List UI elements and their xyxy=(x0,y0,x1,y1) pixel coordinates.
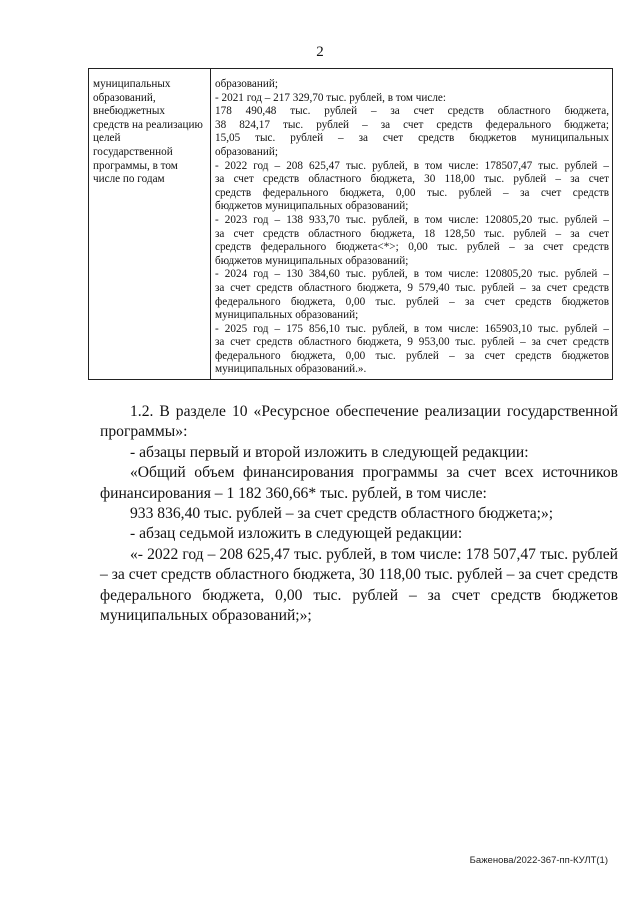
left-line: образований, xyxy=(93,91,156,104)
section-heading-line: 1.2. В разделе 10 «Ресурсное обеспечение реализации государственной xyxy=(130,403,618,420)
right-line: муниципальных образований; xyxy=(215,309,359,322)
right-line: за счет средств областного бюджета, 18 128,50 тыс. рублей – за счет xyxy=(215,227,609,240)
left-line: государственной xyxy=(93,145,173,158)
left-line: числе по годам xyxy=(93,173,165,186)
right-line: бюджетов муниципальных образований; xyxy=(215,200,409,213)
quote-line: финансирования – 1 182 360,66* тыс. рублей, в том числе: xyxy=(100,484,487,502)
section-heading-line: программы»: xyxy=(100,423,188,441)
right-line: 178 490,48 тыс. рублей – за счет средств областного бюджета, xyxy=(215,105,609,118)
left-line: целей xyxy=(93,132,121,145)
right-line: - 2021 год – 217 329,70 тыс. рублей, в том числе: xyxy=(215,91,447,104)
instruction-item: - абзацы первый и второй изложить в следующей редакции: xyxy=(130,443,529,461)
right-line: - 2025 год – 175 856,10 тыс. рублей, в том числе: 165903,10 тыс. рублей – xyxy=(215,322,609,335)
quote-line: федерального бюджета, 0,00 тыс. рублей – за счет средств бюджетов xyxy=(100,586,618,604)
right-line: за счет средств областного бюджета, 9 953,00 тыс. рублей – за счет средств xyxy=(215,336,609,349)
right-line: средств федерального бюджета, 0,00 тыс. рублей – за счет средств xyxy=(215,186,609,199)
left-line: муниципальных xyxy=(93,78,171,90)
right-line: муниципальных образований.». xyxy=(215,363,367,376)
quote-line: «Общий объем финансирования программы за счет всех источников xyxy=(130,464,618,482)
right-line: - 2023 год – 138 933,70 тыс. рублей, в том числе: 120805,20 тыс. рублей – xyxy=(215,213,609,226)
right-line: средств федерального бюджета<*>; 0,00 тыс. рублей – за счет средств xyxy=(215,241,609,254)
quote-line: «- 2022 год – 208 625,47 тыс. рублей, в том числе: 178 507,47 тыс. рублей xyxy=(130,545,618,563)
right-line: за счет средств областного бюджета, 30 118,00 тыс. рублей – за счет xyxy=(215,173,609,186)
left-line: средств на реализацию xyxy=(93,118,203,131)
table-right-cell xyxy=(211,69,612,379)
left-line: внебюджетных xyxy=(93,105,165,118)
instruction-item: - абзац седьмой изложить в следующей редакции: xyxy=(130,525,463,543)
right-line: федерального бюджета, 0,00 тыс. рублей – за счет средств бюджетов xyxy=(215,295,609,308)
right-line: 15,05 тыс. рублей – за счет средств бюджетов муниципальных xyxy=(215,132,609,145)
right-line: - 2024 год – 130 384,60 тыс. рублей, в том числе: 120805,20 тыс. рублей – xyxy=(215,268,609,281)
funding-table xyxy=(88,68,613,380)
left-line: программы, в том xyxy=(93,159,178,172)
right-line: 38 824,17 тыс. рублей – за счет средств федерального бюджета; xyxy=(215,118,609,131)
right-line: образований; xyxy=(215,78,278,90)
right-line: за счет средств областного бюджета, 9 579,40 тыс. рублей – за счет средств xyxy=(215,281,609,294)
quote-line: 933 836,40 тыс. рублей – за счет средств областного бюджета;»; xyxy=(130,505,554,523)
document-footer-code: Баженова/2022-367-пп-КУЛТ(1) xyxy=(469,855,608,866)
right-line: образований; xyxy=(215,145,278,158)
right-line: - 2022 год – 208 625,47 тыс. рублей, в том числе: 178507,47 тыс. рублей – xyxy=(215,159,609,172)
quote-line: муниципальных образований;»; xyxy=(100,607,312,625)
table-left-cell xyxy=(89,69,211,379)
right-line: федерального бюджета, 0,00 тыс. рублей – за счет средств бюджетов xyxy=(215,349,609,362)
quote-line: – за счет средств областного бюджета, 30 118,00 тыс. рублей – за счет средств xyxy=(100,566,618,584)
amendment-text xyxy=(100,402,618,626)
page-number: 2 xyxy=(316,44,324,60)
right-line: бюджетов муниципальных образований; xyxy=(215,254,409,267)
